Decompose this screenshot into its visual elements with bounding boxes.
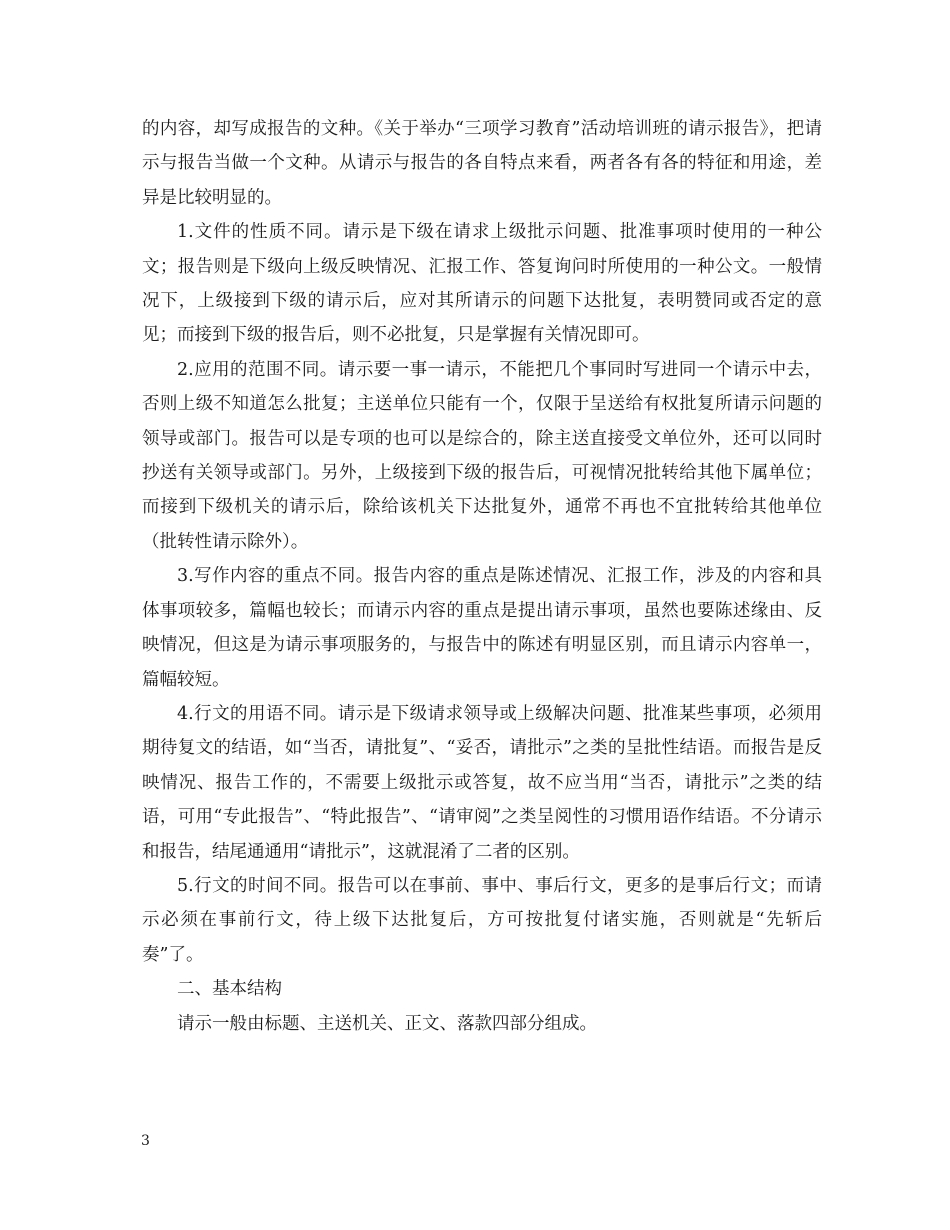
paragraph-point-5-timing: 5.行文的时间不同。报告可以在事前、事中、事后行文，更多的是事后行文；而请示必须在事前行文，待上级下达批复后，方可按批复付诸实施，否则就是“先斩后奏”了。 — [142, 875, 822, 965]
paragraph-point-4-wording: 4.行文的用语不同。请示是下级请求领导或上级解决问题、批准某些事项，必须用期待复文的结语，如“当否，请批复”、“妥否，请批示”之类的呈批性结语。而报告是反映情况、报告工作的，不需要上级批示或答复，故不应当用“当否，请批示”之类的结语，可用“专此报告”、“特此报告”、“请审阅”之类呈阅性的习惯用语作结语。不分请示和报告，结尾通通用“请批示”，这就混淆了二者的区别。 — [142, 703, 822, 862]
paragraph-continuation: 的内容，却写成报告的文种。《关于举办“三项学习教育”活动培训班的请示报告》，把请示与报告当做一个文种。从请示与报告的各自特点来看，两者各有各的特征和用途，差异是比较明显的。 — [142, 119, 822, 208]
section-heading-basic-structure: 二、基本结构 — [177, 979, 282, 1000]
document-body — [142, 112, 822, 1041]
paragraph-point-3-content-focus: 3.写作内容的重点不同。报告内容的重点是陈述情况、汇报工作，涉及的内容和具体事项较多，篇幅也较长；而请示内容的重点是提出请示事项，虽然也要陈述缘由、反映情况，但这是为请示事项服务的，与报告中的陈述有明显区别，而且请示内容单一，篇幅较短。 — [142, 566, 822, 690]
paragraph-point-2-scope: 2.应用的范围不同。请示要一事一请示，不能把几个事同时写进同一个请示中去，否则上级不知道怎么批复；主送单位只能有一个，仅限于呈送给有权批复所请示问题的领导或部门。报告可以是专项的也可以是综合的，除主送直接受文单位外，还可以同时抄送有关领导或部门。另外，上级接到下级的报告后，可视情况批转给其他下属单位；而接到下级机关的请示后，除给该机关下达批复外，通常不再也不宜批转给其他单位（批转性请示除外）。 — [142, 359, 822, 552]
paragraph-point-1-nature: 1.文件的性质不同。请示是下级在请求上级批示问题、批准事项时使用的一种公文；报告则是下级向上级反映情况、汇报工作、答复询问时所使用的一种公文。一般情况下，上级接到下级的请示后，应对其所请示的问题下达批复，表明赞同或否定的意见；而接到下级的报告后，则不必批复，只是掌握有关情况即可。 — [142, 222, 822, 346]
paragraph-structure-components: 请示一般由标题、主送机关、正文、落款四部分组成。 — [177, 1013, 597, 1034]
page-number: 3 — [141, 1133, 150, 1149]
